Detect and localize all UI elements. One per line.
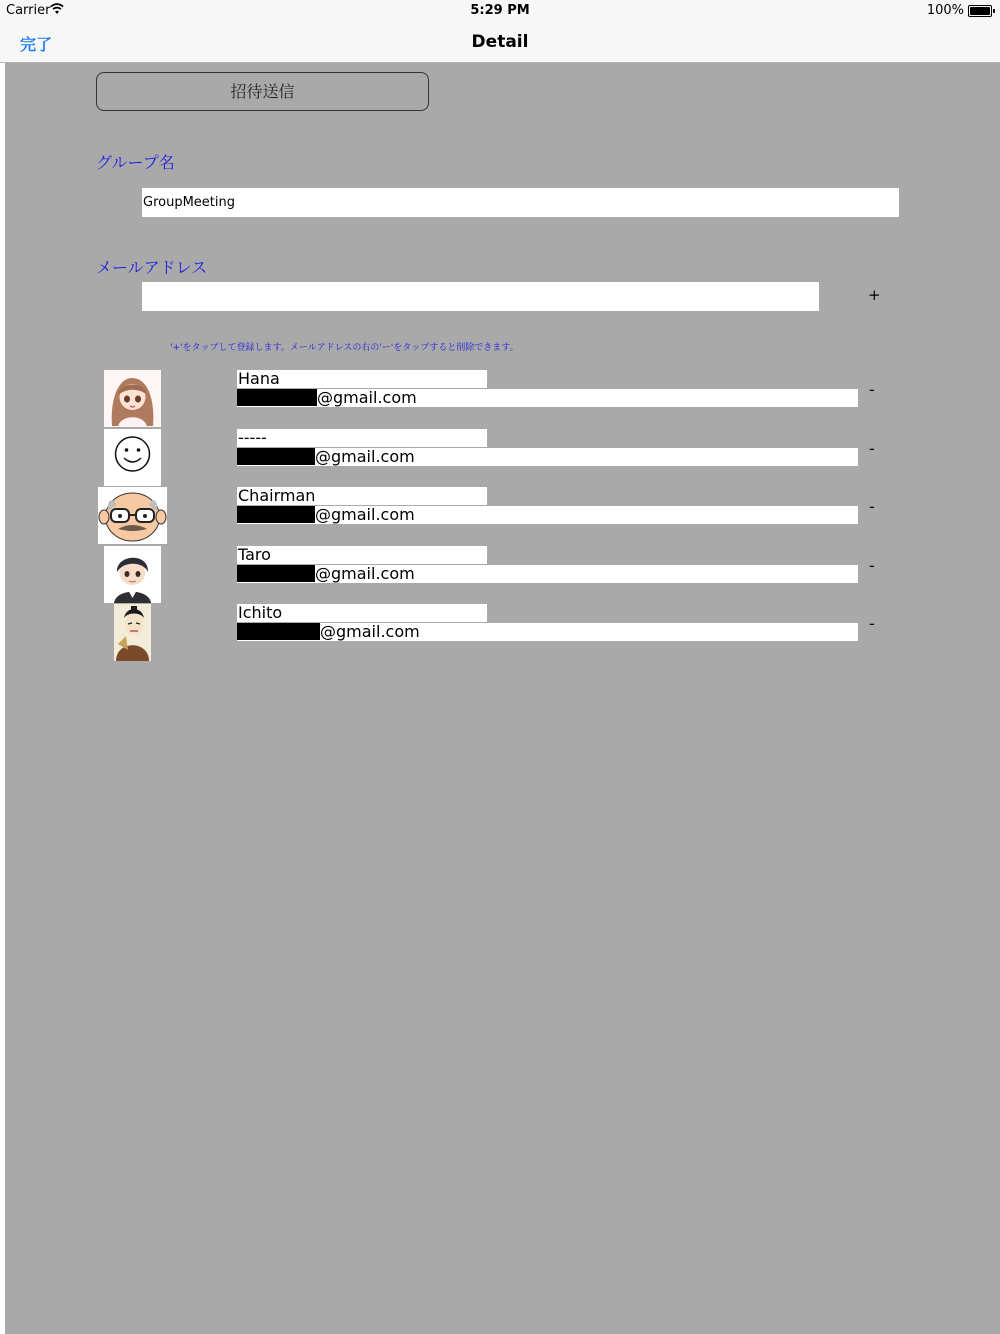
done-button[interactable]: 完了 [20, 35, 53, 54]
add-email-button[interactable]: + [868, 286, 881, 304]
battery-percent: 100% [926, 3, 964, 18]
page-title: Detail [471, 32, 529, 52]
send-invite-button[interactable]: 招待送信 [96, 72, 429, 111]
redacted-block [237, 389, 317, 406]
remove-member-button[interactable]: - [869, 439, 875, 458]
member-name[interactable]: Hana [237, 370, 487, 388]
navigation-bar [0, 22, 1000, 63]
status-bar [0, 0, 1000, 22]
carrier-label: Carrier [6, 3, 51, 18]
member-name[interactable]: Chairman [237, 487, 487, 505]
detail-content [5, 63, 1000, 1334]
email-address-label: メールアドレス [96, 258, 208, 277]
member-email[interactable] [237, 389, 858, 407]
remove-member-button[interactable]: - [869, 380, 875, 399]
redacted-block [237, 565, 315, 582]
remove-member-button[interactable]: - [869, 614, 875, 633]
member-email-domain: @gmail.com [315, 564, 415, 583]
remove-member-button[interactable]: - [869, 556, 875, 575]
redacted-block [237, 448, 315, 465]
girl-avatar-icon [104, 370, 161, 427]
instruction-hint: '+'をタップして登録します。メールアドレスの右の'ー'をタップすると削除できます。 [170, 343, 519, 353]
redacted-block [237, 506, 315, 523]
member-email-domain: @gmail.com [315, 447, 415, 466]
clock: 5:29 PM [470, 3, 530, 18]
member-name[interactable]: Ichito [237, 604, 487, 622]
member-email[interactable] [237, 565, 858, 583]
member-email[interactable] [237, 448, 858, 466]
member-row [5, 544, 1000, 602]
member-email-domain: @gmail.com [315, 505, 415, 524]
battery-icon [968, 5, 992, 17]
member-name[interactable]: ----- [237, 429, 487, 447]
group-name-label: グループ名 [96, 153, 175, 172]
member-row [5, 485, 1000, 543]
member-name[interactable]: Taro [237, 546, 487, 564]
member-row [5, 427, 1000, 485]
member-row [5, 602, 1000, 660]
remove-member-button[interactable]: - [869, 497, 875, 516]
samurai-avatar-icon [114, 604, 151, 661]
member-email-domain: @gmail.com [317, 388, 417, 407]
email-input[interactable] [142, 282, 819, 311]
member-email-domain: @gmail.com [320, 622, 420, 641]
redacted-block [237, 623, 320, 640]
smiley-face-icon [104, 429, 161, 486]
boy-avatar-icon [104, 546, 161, 603]
member-email[interactable] [237, 506, 858, 524]
member-row [5, 368, 1000, 426]
old-man-glasses-icon [98, 487, 167, 544]
member-email[interactable] [237, 623, 858, 641]
group-name-input[interactable] [142, 188, 899, 217]
